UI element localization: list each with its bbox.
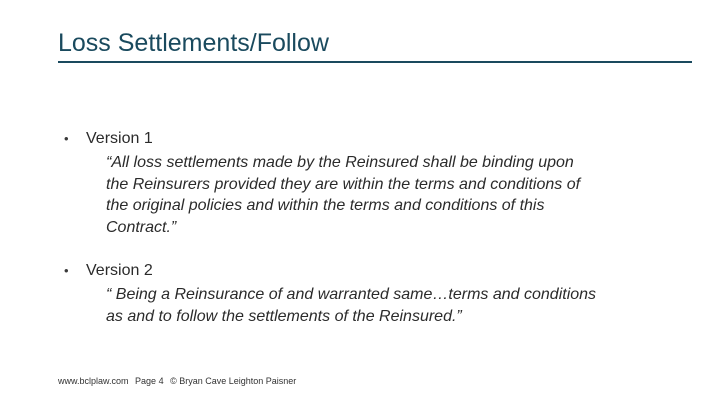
bullet-item-version-2 bbox=[64, 262, 674, 327]
quote-line: the Reinsurers provided they are within the terms and conditions of bbox=[106, 175, 581, 193]
bullet-label: Version 2 bbox=[86, 262, 153, 279]
quote-line: as and to follow the settlements of the Reinsured.” bbox=[106, 307, 462, 325]
footer-copyright: © Bryan Cave Leighton Paisner bbox=[170, 376, 297, 386]
footer-website[interactable]: www.bclplaw.com bbox=[58, 376, 129, 386]
bullet-icon: • bbox=[64, 263, 69, 278]
footer-page-number: Page 4 bbox=[135, 376, 164, 386]
slide-content bbox=[64, 130, 674, 327]
bullet-icon: • bbox=[64, 131, 69, 146]
bullet-item-version-1 bbox=[64, 130, 674, 238]
slide-footer bbox=[58, 376, 300, 386]
title-divider bbox=[58, 61, 692, 63]
bullet-label: Version 1 bbox=[86, 130, 153, 147]
quote-block bbox=[106, 284, 674, 327]
quote-line: Contract.” bbox=[106, 218, 177, 236]
quote-line: “ Being a Reinsurance of and warranted same…terms and conditions bbox=[106, 286, 597, 303]
quote-line: “All loss settlements made by the Reinsured shall be binding upon bbox=[106, 154, 574, 171]
slide-title: Loss Settlements/Follow bbox=[58, 29, 329, 57]
quote-block bbox=[106, 152, 674, 238]
quote-line: the original policies and within the terms and conditions of this bbox=[106, 197, 545, 214]
